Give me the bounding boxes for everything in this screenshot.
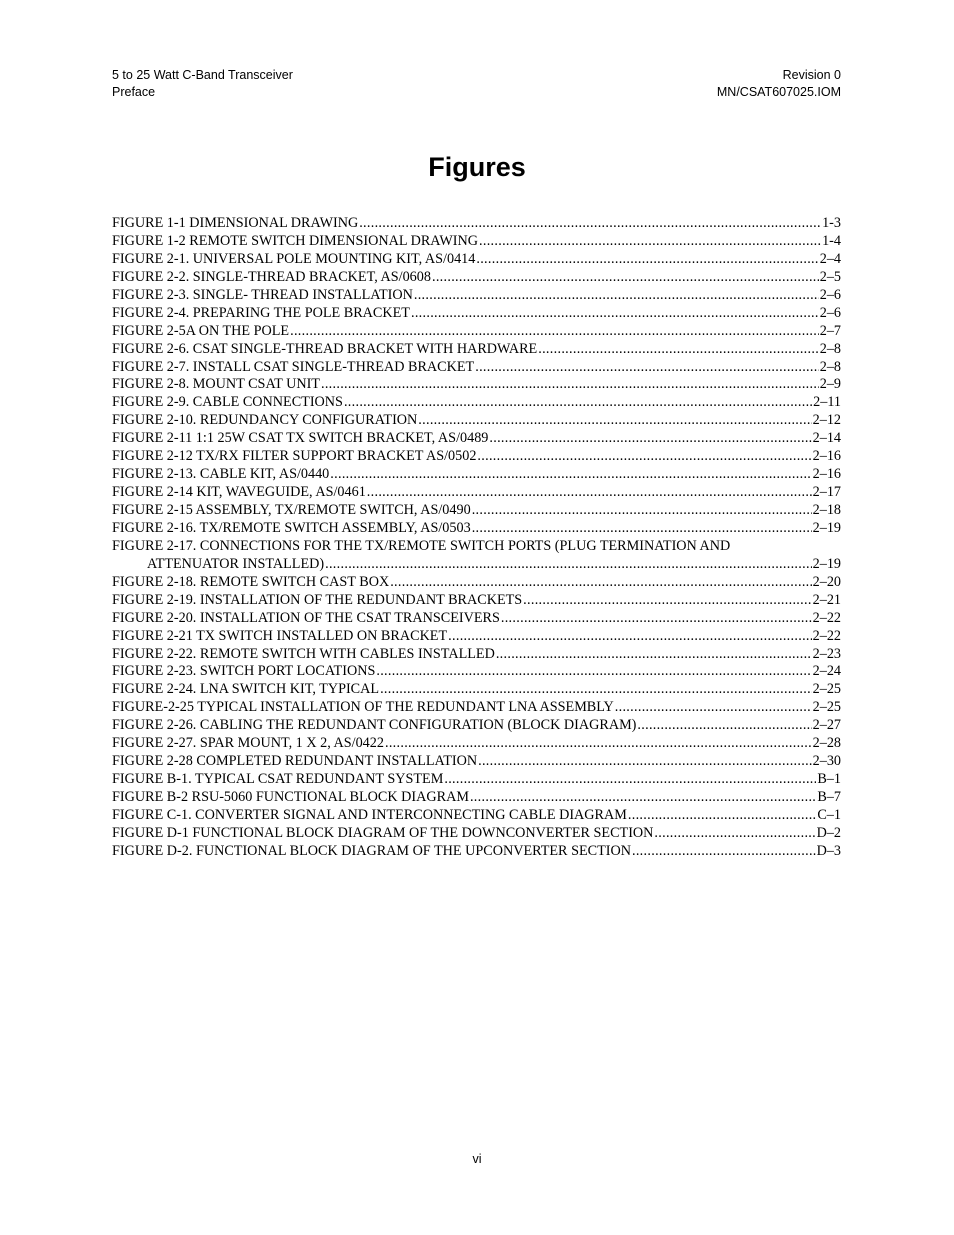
- dot-leader: [538, 341, 818, 359]
- figure-entry[interactable]: [112, 825, 841, 843]
- figure-entry-page: 2–8: [819, 358, 841, 375]
- dot-leader: [414, 287, 819, 305]
- dot-leader: [523, 592, 811, 610]
- figure-entry[interactable]: [112, 484, 841, 502]
- dot-leader: [330, 466, 811, 484]
- figure-entry-title: FIGURE C-1. CONVERTER SIGNAL AND INTERCONNECTING CABLE DIAGRAM: [112, 806, 627, 823]
- figure-entry-page: 2–6: [819, 286, 841, 303]
- dot-leader: [475, 359, 819, 377]
- dot-leader: [628, 807, 816, 825]
- figure-entry[interactable]: [112, 717, 841, 735]
- figure-entry-title: FIGURE 2-22. REMOTE SWITCH WITH CABLES INSTALLED: [112, 645, 495, 662]
- figure-entry-title: FIGURE 2-13. CABLE KIT, AS/0440: [112, 466, 330, 483]
- figure-entry[interactable]: [112, 789, 841, 807]
- figure-entry-title: FIGURE 2-2. SINGLE-THREAD BRACKET, AS/0608: [112, 268, 431, 285]
- figure-entry-page: 2–17: [812, 484, 841, 501]
- figure-entry-title: FIGURE 2-10. REDUNDANCY CONFIGURATION: [112, 412, 418, 429]
- figure-entry-page: 2–5: [819, 268, 841, 285]
- dot-leader: [444, 771, 816, 789]
- figure-entry-title: FIGURE D-1 FUNCTIONAL BLOCK DIAGRAM OF THE DOWNCONVERTER SECTION: [112, 824, 654, 841]
- dot-leader: [501, 610, 812, 628]
- figure-entry[interactable]: [112, 753, 841, 771]
- figure-entry-title: FIGURE 2-28 COMPLETED REDUNDANT INSTALLATION: [112, 753, 478, 770]
- figure-entry-title: FIGURE 2-5A ON THE POLE: [112, 322, 290, 339]
- figure-entry-page: 2–21: [812, 591, 841, 608]
- figure-entry-title: ATTENUATOR INSTALLED): [147, 555, 325, 572]
- dot-leader: [321, 376, 819, 394]
- list-of-figures: [112, 215, 841, 861]
- figure-entry-page: 1-3: [822, 215, 841, 231]
- dot-leader: [325, 556, 812, 574]
- figure-entry-page: 2–14: [812, 430, 841, 447]
- figure-entry-title: FIGURE 2-12 TX/RX FILTER SUPPORT BRACKET AS/0502: [112, 448, 477, 465]
- figure-entry[interactable]: [112, 610, 841, 628]
- dot-leader: [472, 520, 812, 538]
- document-number: MN/CSAT607025.IOM: [716, 84, 841, 99]
- figure-entry-page: 2–8: [819, 340, 841, 357]
- dot-leader: [448, 628, 811, 646]
- figure-entry-title: FIGURE 2-24. LNA SWITCH KIT, TYPICAL: [112, 681, 380, 698]
- figure-entry[interactable]: [112, 251, 841, 269]
- dot-leader: [380, 681, 812, 699]
- dot-leader: [385, 735, 812, 753]
- figure-entry[interactable]: [112, 646, 841, 664]
- dot-leader: [637, 717, 811, 735]
- figure-entry-page: 2–22: [812, 627, 841, 644]
- figure-entry-title: FIGURE 2-6. CSAT SINGLE-THREAD BRACKET WITH HARDWARE: [112, 340, 538, 357]
- figure-entry-page: 2–9: [819, 376, 841, 393]
- figure-entry-title: FIGURE 2-19. INSTALLATION OF THE REDUNDANT BRACKETS: [112, 591, 523, 608]
- dot-leader: [470, 789, 816, 807]
- figure-entry[interactable]: [112, 359, 841, 377]
- figure-entry[interactable]: [112, 681, 841, 699]
- figure-entry-title: FIGURE 2-15 ASSEMBLY, TX/REMOTE SWITCH, AS/0490: [112, 502, 471, 518]
- figure-entry-page: 2–23: [812, 645, 841, 662]
- figure-entry-title: FIGURE B-1. TYPICAL CSAT REDUNDANT SYSTEM: [112, 771, 444, 788]
- figure-entry-page: 2–7: [819, 322, 841, 339]
- figure-entry[interactable]: [112, 663, 841, 681]
- figure-entry-page: 2–30: [812, 753, 841, 770]
- figure-entry[interactable]: [112, 287, 841, 305]
- dot-leader: [290, 323, 819, 341]
- figure-entry-title: FIGURE 2-4. PREPARING THE POLE BRACKET: [112, 304, 410, 321]
- dot-leader: [478, 753, 812, 771]
- figure-entry-page: 2–25: [812, 681, 841, 698]
- dot-leader: [376, 663, 811, 681]
- figure-entry-page: 2–16: [812, 466, 841, 483]
- figure-entry[interactable]: [112, 520, 841, 538]
- figure-entry[interactable]: [112, 215, 841, 233]
- figure-entry[interactable]: [112, 430, 841, 448]
- figure-entry-title: FIGURE 2-23. SWITCH PORT LOCATIONS: [112, 663, 376, 680]
- figure-entry-title: FIGURE 2-7. INSTALL CSAT SINGLE-THREAD BRACKET: [112, 358, 475, 375]
- figure-entry[interactable]: [112, 628, 841, 646]
- figure-entry-page: 2–6: [819, 304, 841, 321]
- revision-label: Revision 0: [782, 68, 841, 82]
- figure-entry[interactable]: [112, 376, 841, 394]
- page-number: vi: [472, 1152, 482, 1166]
- running-header-left: [112, 67, 293, 100]
- figure-entry-title: FIGURE 2-1. UNIVERSAL POLE MOUNTING KIT, AS/0414: [112, 250, 476, 267]
- figure-entry[interactable]: [112, 843, 841, 861]
- figure-entry[interactable]: [112, 771, 841, 789]
- figure-entry-title: FIGURE 2-9. CABLE CONNECTIONS: [112, 394, 343, 411]
- figure-entry-title: FIGURE-2-25 TYPICAL INSTALLATION OF THE REDUNDANT LNA ASSEMBLY: [112, 699, 614, 716]
- figure-entry-title: FIGURE D-2. FUNCTIONAL BLOCK DIAGRAM OF THE UPCONVERTER SECTION: [112, 842, 631, 859]
- figure-entry-page: 2–28: [812, 735, 841, 752]
- figure-entry-page: C–1: [817, 806, 841, 823]
- dot-leader: [632, 843, 816, 861]
- figure-entry-page: B–7: [817, 789, 841, 805]
- figure-entry-page: 2–18: [812, 502, 841, 518]
- figure-entry-title: FIGURE 2-21 TX SWITCH INSTALLED ON BRACKET: [112, 627, 448, 644]
- figure-entry[interactable]: [112, 305, 841, 323]
- figure-entry-page: 2–11: [813, 394, 841, 411]
- figure-entry-title: FIGURE 2-3. SINGLE- THREAD INSTALLATION: [112, 286, 413, 303]
- figure-entry-page: 2–19: [812, 519, 841, 536]
- figure-entry-page: D–2: [816, 824, 841, 841]
- figure-entry[interactable]: [112, 556, 841, 574]
- figure-entry-title: FIGURE 2-27. SPAR MOUNT, 1 X 2, AS/0422: [112, 735, 384, 752]
- figure-entry[interactable]: [112, 233, 841, 251]
- figure-entry-page: 2–12: [812, 412, 841, 429]
- figure-entry[interactable]: [112, 269, 841, 287]
- figure-entry[interactable]: [112, 341, 841, 359]
- dot-leader: [432, 269, 819, 287]
- figure-entry-page: 2–25: [812, 699, 841, 716]
- figure-entry-page: 2–16: [812, 448, 841, 465]
- figure-entry[interactable]: [112, 807, 841, 825]
- dot-leader: [472, 502, 812, 520]
- figure-entry-title: FIGURE 2-14 KIT, WAVEGUIDE, AS/0461: [112, 484, 366, 501]
- figure-entry-page: B–1: [817, 771, 841, 788]
- dot-leader: [359, 215, 821, 233]
- figure-entry-title: FIGURE 1-2 REMOTE SWITCH DIMENSIONAL DRAWING: [112, 232, 478, 249]
- dot-leader: [418, 412, 811, 430]
- dot-leader: [654, 825, 815, 843]
- figure-entry-page: 2–24: [812, 663, 841, 680]
- running-header-right: [717, 67, 841, 100]
- dot-leader: [615, 699, 812, 717]
- figure-entry[interactable]: [112, 448, 841, 466]
- figure-entry[interactable]: [112, 323, 841, 341]
- dot-leader: [479, 233, 821, 251]
- figure-entry-page: 2–27: [812, 717, 841, 734]
- figure-entry[interactable]: [112, 466, 841, 484]
- figure-entry[interactable]: [112, 735, 841, 753]
- figure-entry[interactable]: [112, 699, 841, 717]
- figure-entry[interactable]: [112, 538, 841, 556]
- figure-entry[interactable]: [112, 394, 841, 412]
- dot-leader: [489, 430, 811, 448]
- section-name: Preface: [112, 84, 156, 99]
- dot-leader: [476, 251, 818, 269]
- figure-entry-page: 1-4: [822, 232, 841, 249]
- dot-leader: [367, 484, 812, 502]
- figure-entry[interactable]: [112, 412, 841, 430]
- figure-entry-page: 2–4: [819, 250, 841, 267]
- dot-leader: [477, 448, 811, 466]
- dot-leader: [496, 646, 812, 664]
- figure-entry-page: 2–20: [812, 573, 841, 590]
- figure-entry-page: 2–19: [812, 555, 841, 572]
- figure-entry-page: 2–22: [812, 609, 841, 626]
- figure-entry-title: FIGURE 2-8. MOUNT CSAT UNIT: [112, 376, 320, 393]
- figure-entry-title: FIGURE B-2 RSU-5060 FUNCTIONAL BLOCK DIAGRAM: [112, 789, 469, 805]
- figure-entry-title: FIGURE 1-1 DIMENSIONAL DRAWING: [112, 215, 359, 231]
- figure-entry[interactable]: [112, 574, 841, 592]
- figure-entry-title: FIGURE 2-20. INSTALLATION OF THE CSAT TRANSCEIVERS: [112, 609, 500, 626]
- figure-entry-title: FIGURE 2-26. CABLING THE REDUNDANT CONFIGURATION (BLOCK DIAGRAM): [112, 717, 637, 734]
- figure-entry[interactable]: [112, 592, 841, 610]
- figure-entry-page: D–3: [816, 842, 841, 859]
- figure-entry-title: FIGURE 2-17. CONNECTIONS FOR THE TX/REMOTE SWITCH PORTS (PLUG TERMINATION AND: [112, 537, 731, 554]
- figure-entry-title: FIGURE 2-18. REMOTE SWITCH CAST BOX: [112, 573, 390, 590]
- dot-leader: [344, 394, 812, 412]
- dot-leader: [390, 574, 811, 592]
- figure-entry-title: FIGURE 2-16. TX/REMOTE SWITCH ASSEMBLY, AS/0503: [112, 519, 471, 536]
- page-title: Figures: [428, 152, 526, 182]
- document-title: 5 to 25 Watt C-Band Transceiver: [112, 68, 293, 82]
- figure-entry[interactable]: [112, 502, 841, 520]
- dot-leader: [411, 305, 819, 323]
- figure-entry-title: FIGURE 2-11 1:1 25W CSAT TX SWITCH BRACKET, AS/0489: [112, 430, 489, 447]
